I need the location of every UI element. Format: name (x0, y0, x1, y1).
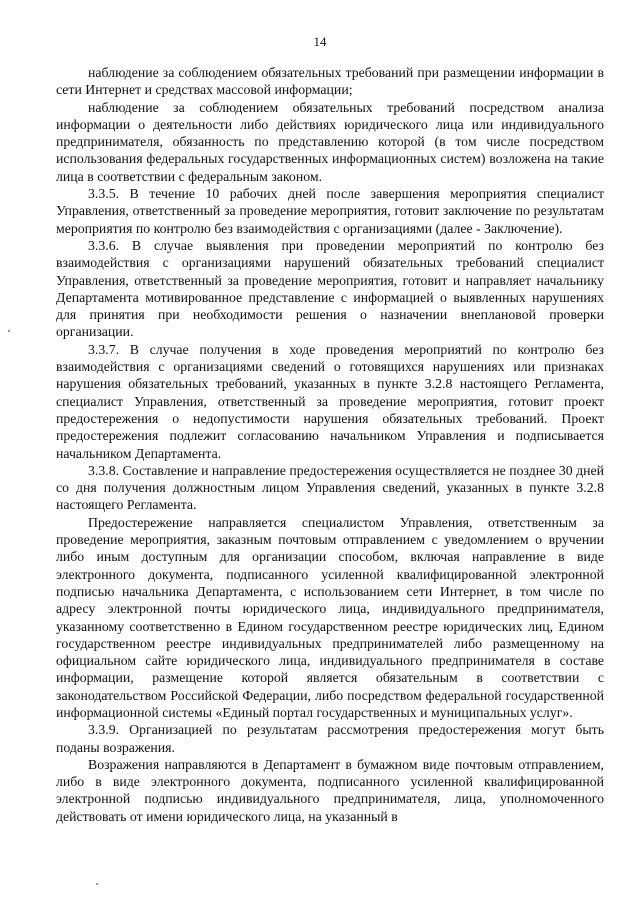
paragraph-warning-delivery: Предостережение направляется специалистом Управления, ответственным за проведение мероприятия, заказным почтовым отправлением с уведомлением о вручении либо иным доступным для организации способом, включая направление в виде электронного документа, подписанного усиленной квалифицированной электронной подписью начальника Департамента, с использованием сети Интернет, в том числе по адресу электронной почты юридического лица, индивидуального предпринимателя, указанному соответственно в Едином государственном реестре юридических лиц, Едином государственном реестре индивидуальных предпринимателей либо размещенному на официальном сайте юридического лица, индивидуального предпринимателя в составе информации, размещение которой является обязательным в соответствии с законодательством Российской Федерации, либо посредством федеральной государственной информационной системы «Единый портал государственных и муниципальных услуг». (56, 514, 604, 720)
page-number: 14 (313, 34, 327, 49)
paragraph-3-3-5: 3.3.5. В течение 10 рабочих дней после завершения мероприятия специалист Управления, ответственный за проведение мероприятия, готовит заключение по результатам мероприятия по контролю без взаимодействия с организациями (далее - Заключение). (56, 186, 604, 236)
scan-speck (8, 330, 10, 332)
paragraph-monitoring-internet: наблюдение за соблюдением обязательных требований при размещении информации в сети Интернет и средствах массовой информации; (56, 65, 604, 98)
paragraph-3-3-9: 3.3.9. Организацией по результатам рассмотрения предостережения могут быть поданы возражения. (56, 722, 604, 755)
document-body (56, 64, 604, 825)
paragraph-3-3-6: 3.3.6. В случае выявления при проведении мероприятий по контролю без взаимодействия с организациями нарушений обязательных требований специалист Управления, ответственный за проведение мероприятия, готовит и направляет начальнику Департамента мотивированное представление с информацией о выявленных нарушениях для принятия при необходимости решения о назначении внеплановой проверки организации. (56, 237, 604, 340)
paragraph-objections: Возражения направляются в Департамент в бумажном виде почтовым отправлением, либо в виде электронного документа, подписанного усиленной квалифицированной электронной подписью индивидуального предпринимателя, лица, уполномоченного действовать от имени юридического лица, на указанный в (56, 756, 604, 824)
paragraph-monitoring-analysis: наблюдение за соблюдением обязательных требований посредством анализа информации о деятельности либо действиях юридического лица или индивидуального предпринимателя, обязанность по представлению которой (в том числе посредством использования федеральных государственных информационных систем) возложена на такие лица в соответствии с федеральным законом. (56, 99, 604, 184)
paragraph-3-3-7: 3.3.7. В случае получения в ходе проведения мероприятий по контролю без взаимодействия с организациями сведений о готовящихся нарушениях или признаках нарушения обязательных требований, указанных в пункте 3.2.8 настоящего Регламента, специалист Управления, ответственный за проведение мероприятия, готовит проект предостережения о недопустимости нарушения обязательных требований. Проект предостережения подлежит согласованию начальником Управления и подписывается начальником Департамента. (56, 341, 604, 461)
paragraph-3-3-8: 3.3.8. Составление и направление предостережения осуществляется не позднее 30 дней со дня получения должностным лицом Управления сведений, указанных в пункте 3.2.8 настоящего Регламента. (56, 462, 604, 513)
scan-speck (96, 883, 98, 885)
